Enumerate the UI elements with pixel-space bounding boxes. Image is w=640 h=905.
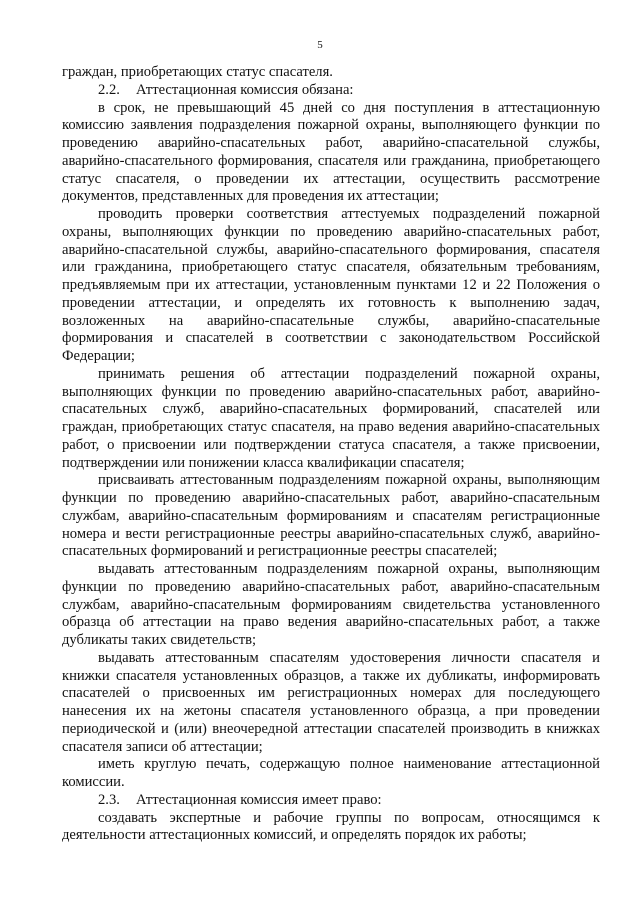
paragraph-continuation: граждан, приобретающих статус спасателя. [62,64,333,80]
paragraph-issue-ids: выдавать аттестованным спасателям удостоверения личности спасателя и книжки спасателя установленных образцов, а также их дубликаты, информировать спасателей о присвоенных им регистрационных номерах для последующего нанесения их на жетоны спасателя установленного образца, а при проведении периодической и (или) внеочередной аттестации спасателей производить в книжках спасателя записи об аттестации; [62,649,600,755]
section-heading-2-2 [62,82,600,100]
paragraph-assign-numbers: присваивать аттестованным подразделениям пожарной охраны, выполняющим функции по проведению аварийно-спасательных работ, аварийно-спасательным службам, аварийно-спасательным формированиям и спасателям регистрационные номера и вести регистрационные реестры аварийно-спасательных служб, аварийно-спасательных формирований и регистрационные реестры спасателей; [62,472,600,560]
document-body [62,64,600,845]
page-number: 5 [317,39,323,51]
paragraph-create-groups: создавать экспертные и рабочие группы по вопросам, относящимся к деятельности аттестационных комиссий, и определять порядок их работы; [62,809,600,844]
section-title: Аттестационная комиссия обязана: [136,81,354,98]
paragraph-issue-certificates: выдавать аттестованным подразделениям пожарной охраны, выполняющим функции по проведению аварийно-спасательных работ, аварийно-спасательным службам, аварийно-спасательным формированиям свидетельства установленного образца об аттестации на право ведения аварийно-спасательных работ, а также дубликаты таких свидетельств; [62,561,600,648]
section-number: 2.3. [98,791,120,808]
section-title: Аттестационная комиссия имеет право: [136,791,382,808]
section-number: 2.2. [98,81,120,98]
paragraph-conduct-checks: проводить проверки соответствия аттестуемых подразделений пожарной охраны, выполняющих функции по проведению аварийно-спасательных работ, аварийно-спасательной службы, аварийно-спасательного формирования, спасателя или гражданина, приобретающего статус спасателя, обязательным требованиям, предъявляемым при их аттестации, установленным пунктами 12 и 22 Положения о проведении аттестации, и определять их готовность к выполнению задач, возложенных на аварийно-спасательные службы, аварийно-спасательные формирования и спасателей в соответствии с законодательством Российской Федерации; [62,206,600,364]
paragraph-round-seal: иметь круглую печать, содержащую полное наименование аттестационной комиссии. [62,756,600,790]
section-heading-2-3 [62,792,600,810]
paragraph-review-documents: в срок, не превышающий 45 дней со дня поступления в аттестационную комиссию заявления подразделения пожарной охраны, выполняющего функции по проведению аварийно-спасательных работ, аварийно-спасательной службы, аварийно-спасательного формирования, спасателя или гражданина, приобретающего статус спасателя, о проведении их аттестации, осуществить рассмотрение документов, представленных для проведения их аттестации; [62,99,600,205]
paragraph-make-decisions: принимать решения об аттестации подразделений пожарной охраны, выполняющих функции по проведению аварийно-спасательных работ, аварийно-спасательных служб, аварийно-спасательных формирований, спасателей или граждан, приобретающих статус спасателя, на право ведения аварийно-спасательных работ, о присвоении или подтверждении статуса спасателя, а также присвоении, подтверждении или понижении класса квалификации спасателя; [62,365,600,471]
